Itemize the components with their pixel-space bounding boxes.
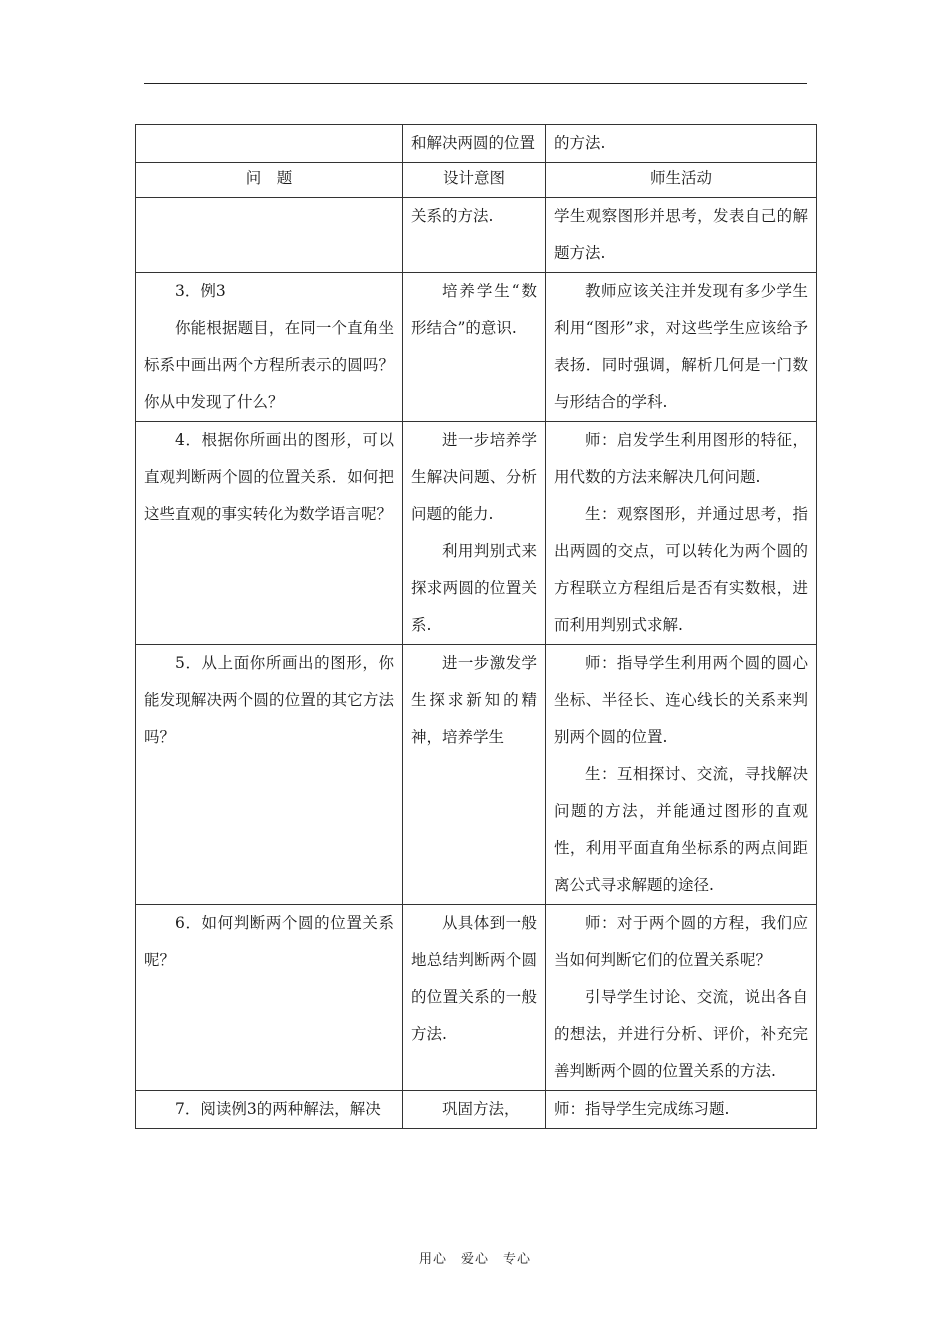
table-row: [136, 1091, 817, 1129]
activity-cell: [546, 905, 817, 1091]
table-row: [136, 645, 817, 905]
intent-text: 培养学生“数形结合”的意识.: [411, 282, 537, 337]
header-rule: [144, 83, 807, 84]
intent-cell: [403, 645, 546, 905]
question-cell: [136, 645, 403, 905]
question-number: 3．例3: [175, 282, 226, 300]
table-header-row: [136, 163, 817, 198]
question-text: 7．阅读例3的两种解法，解决: [175, 1100, 381, 1118]
table-row: [136, 125, 817, 163]
activity-cell: [546, 1091, 817, 1129]
page-footer: 用心 爱心 专心: [418, 1252, 531, 1267]
activity-text: 引导学生讨论、交流，说出各自的想法，并进行分析、评价，补充完善判断两个圆的位置关系的方法.: [554, 988, 808, 1080]
lesson-plan-table: [135, 124, 817, 1129]
activity-text: 师：对于两个圆的方程，我们应当如何判断它们的位置关系呢？: [554, 914, 808, 969]
question-cell: [136, 905, 403, 1091]
activity-text: 师：指导学生完成练习题.: [554, 1100, 730, 1118]
question-cell: [136, 273, 403, 422]
intent-cell: [403, 198, 546, 273]
table-row: [136, 422, 817, 645]
activity-text: 教师应该关注并发现有多少学生利用“图形”求，对这些学生应该给予表扬．同时强调，解析几何是一门数与形结合的学科.: [554, 282, 808, 411]
activity-text: 学生观察图形并思考，发表自己的解题方法.: [554, 207, 808, 262]
activity-cell: [546, 125, 817, 163]
intent-text: 进一步培养学生解决问题、分析问题的能力.: [411, 431, 537, 523]
table-row: [136, 905, 817, 1091]
question-cell: [136, 198, 403, 273]
question-cell: [136, 125, 403, 163]
intent-text: 巩固方法，: [442, 1100, 520, 1118]
activity-text: 师：启发学生利用图形的特征，用代数的方法来解决几何问题.: [554, 431, 808, 486]
intent-cell: [403, 125, 546, 163]
intent-text: 从具体到一般地总结判断两个圆的位置关系的一般方法.: [411, 914, 537, 1043]
intent-text: 和解决两圆的位置: [411, 134, 536, 152]
activity-text: 生：观察图形，并通过思考，指出两圆的交点，可以转化为两个圆的方程联立方程组后是否有实数根，进而利用判别式求解.: [554, 505, 808, 634]
intent-text: 关系的方法.: [411, 207, 494, 225]
activity-cell: [546, 645, 817, 905]
intent-text: 利用判别式来探求两圆的位置关系.: [411, 542, 537, 634]
column-header-activity: 师生活动: [546, 163, 817, 198]
intent-text: 进一步激发学生探求新知的精神，培养学生: [411, 654, 537, 746]
question-cell: [136, 422, 403, 645]
intent-cell: [403, 273, 546, 422]
question-text: 5．从上面你所画出的图形，你能发现解决两个圆的位置的其它方法吗？: [144, 654, 394, 746]
question-text: 6．如何判断两个圆的位置关系呢？: [144, 914, 394, 969]
activity-cell: [546, 198, 817, 273]
intent-cell: [403, 905, 546, 1091]
question-text: 4．根据你所画出的图形，可以直观判断两个圆的位置关系．如何把这些直观的事实转化为数学语言呢？: [144, 431, 394, 523]
activity-text: 的方法.: [554, 134, 606, 152]
intent-cell: [403, 422, 546, 645]
activity-cell: [546, 273, 817, 422]
column-header-question: 问 题: [136, 163, 403, 198]
table-row: [136, 198, 817, 273]
table-row: [136, 273, 817, 422]
activity-text: 师：指导学生利用两个圆的圆心坐标、半径长、连心线长的关系来判别两个圆的位置.: [554, 654, 808, 746]
question-cell: [136, 1091, 403, 1129]
question-text: 你能根据题目，在同一个直角坐标系中画出两个方程所表示的圆吗？你从中发现了什么？: [144, 319, 394, 411]
activity-text: 生：互相探讨、交流，寻找解决问题的方法，并能通过图形的直观性，利用平面直角坐标系的两点间距离公式寻求解题的途径.: [554, 765, 808, 894]
intent-cell: [403, 1091, 546, 1129]
activity-cell: [546, 422, 817, 645]
column-header-intent: 设计意图: [403, 163, 546, 198]
